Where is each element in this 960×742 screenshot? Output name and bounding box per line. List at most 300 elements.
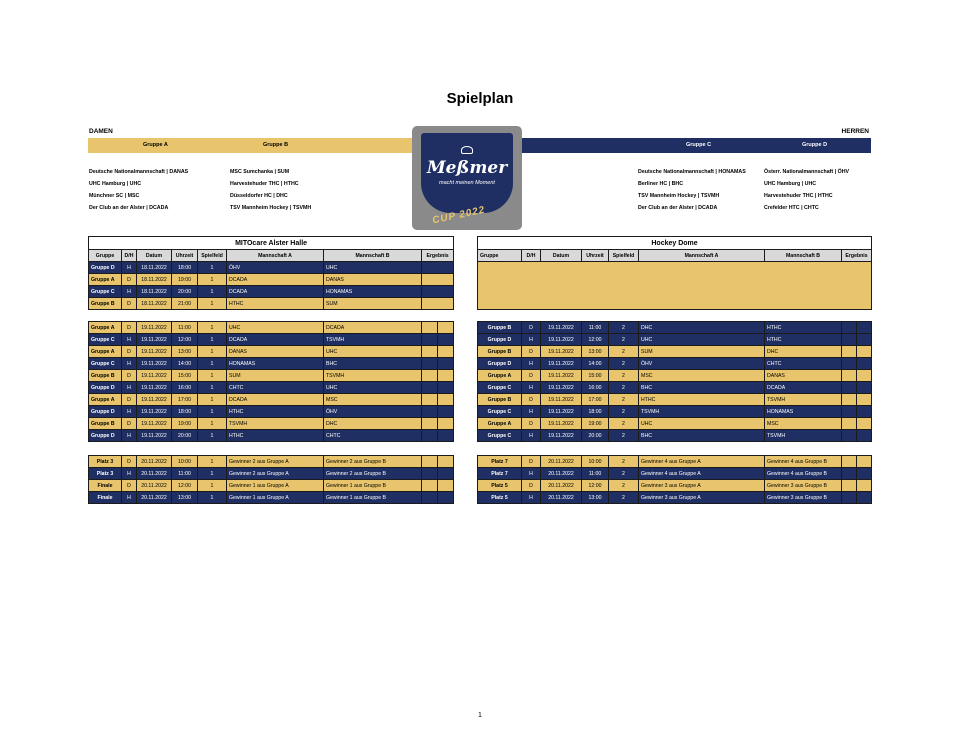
col-header: Mannschaft B xyxy=(324,250,422,262)
match-team-b: UHC xyxy=(324,262,422,274)
match-field: 1 xyxy=(198,322,227,334)
match-group: Gruppe C xyxy=(478,382,522,394)
match-row xyxy=(89,468,454,480)
match-result[interactable] xyxy=(422,480,438,492)
col-header: D/H xyxy=(522,250,541,262)
match-date: 19.11.2022 xyxy=(541,358,582,370)
match-time: 13:00 xyxy=(172,492,198,504)
match-date: 19.11.2022 xyxy=(137,322,172,334)
match-field: 2 xyxy=(609,492,639,504)
match-time: 16:00 xyxy=(172,382,198,394)
match-team-b: Gewinner 2 aus Gruppe B xyxy=(324,456,422,468)
match-group: Gruppe B xyxy=(89,298,122,310)
match-result[interactable] xyxy=(857,480,872,492)
match-team-a: DCADA xyxy=(227,334,324,346)
match-group: Gruppe D xyxy=(89,430,122,442)
match-team-b: TSVMH xyxy=(324,334,422,346)
match-time: 21:00 xyxy=(172,298,198,310)
col-header: Gruppe xyxy=(478,250,522,262)
logo-cup-text: CUP 2022 xyxy=(431,204,487,227)
match-team-b: Gewinner 1 aus Gruppe B xyxy=(324,492,422,504)
hall-title: MITOcare Alster Halle xyxy=(89,237,454,250)
match-result[interactable] xyxy=(842,322,857,334)
match-field: 2 xyxy=(609,430,639,442)
schedule-table-alster-halle-finals xyxy=(88,455,454,504)
match-team-a: SUM xyxy=(227,370,324,382)
match-dh: D xyxy=(522,394,541,406)
match-time: 16:00 xyxy=(582,382,609,394)
match-field: 2 xyxy=(609,456,639,468)
match-result[interactable] xyxy=(842,382,857,394)
match-dh: D xyxy=(122,394,137,406)
match-dh: H xyxy=(122,358,137,370)
match-result[interactable] xyxy=(857,382,872,394)
logo-badge xyxy=(421,133,513,213)
match-time: 17:00 xyxy=(172,394,198,406)
match-field: 1 xyxy=(198,370,227,382)
match-time: 17:00 xyxy=(582,394,609,406)
col-header: Spielfeld xyxy=(198,250,227,262)
group-d-label: Gruppe D xyxy=(802,142,828,148)
match-team-a: HONAMAS xyxy=(227,358,324,370)
match-group: Gruppe D xyxy=(478,358,522,370)
table-header-row xyxy=(89,250,454,262)
match-result[interactable] xyxy=(857,358,872,370)
match-time: 20:00 xyxy=(582,430,609,442)
match-team-a: HTHC xyxy=(227,406,324,418)
match-row xyxy=(478,358,872,370)
team-entry: Harvestehuder THC | HTHC xyxy=(230,181,299,187)
match-date: 19.11.2022 xyxy=(137,346,172,358)
team-entry: Der Club an der Alster | DCADA xyxy=(638,205,718,211)
match-time: 12:00 xyxy=(582,480,609,492)
schedule-table-alster-halle xyxy=(88,236,454,310)
team-entry: Düsseldorfer HC | DHC xyxy=(230,193,288,199)
schedule-block xyxy=(478,456,872,504)
match-team-a: Gewinner 3 aus Gruppe A xyxy=(639,492,765,504)
match-result[interactable] xyxy=(857,334,872,346)
match-team-b: Gewinner 2 aus Gruppe B xyxy=(324,468,422,480)
match-dh: H xyxy=(122,406,137,418)
match-result[interactable] xyxy=(438,334,454,346)
herren-group-bar xyxy=(520,138,871,153)
match-team-b: Gewinner 3 aus Gruppe B xyxy=(765,480,842,492)
match-result[interactable] xyxy=(842,456,857,468)
match-date: 19.11.2022 xyxy=(137,382,172,394)
match-time: 12:00 xyxy=(172,480,198,492)
match-time: 11:00 xyxy=(172,468,198,480)
match-field: 1 xyxy=(198,430,227,442)
match-date: 19.11.2022 xyxy=(137,406,172,418)
match-field: 2 xyxy=(609,346,639,358)
match-row xyxy=(89,430,454,442)
team-entry: Der Club an der Alster | DCADA xyxy=(89,205,169,211)
match-group: Gruppe B xyxy=(89,418,122,430)
match-result[interactable] xyxy=(422,274,454,286)
match-result[interactable] xyxy=(422,456,438,468)
match-group: Gruppe A xyxy=(89,346,122,358)
match-result[interactable] xyxy=(842,430,857,442)
match-result[interactable] xyxy=(422,382,438,394)
messmer-cup-logo xyxy=(412,126,522,230)
match-date: 19.11.2022 xyxy=(541,394,582,406)
match-team-a: HTHC xyxy=(227,430,324,442)
match-dh: D xyxy=(122,298,137,310)
match-field: 2 xyxy=(609,382,639,394)
match-time: 11:00 xyxy=(582,322,609,334)
match-group: Gruppe D xyxy=(89,382,122,394)
team-entry: Münchner SC | MSC xyxy=(89,193,140,199)
match-field: 1 xyxy=(198,382,227,394)
match-team-b: DHC xyxy=(765,346,842,358)
match-date: 18.11.2022 xyxy=(137,298,172,310)
match-result[interactable] xyxy=(438,406,454,418)
match-time: 11:00 xyxy=(172,322,198,334)
herren-label: HERREN xyxy=(841,128,869,135)
match-result[interactable] xyxy=(422,394,438,406)
match-dh: H xyxy=(122,492,137,504)
match-team-b: TSVMH xyxy=(324,370,422,382)
match-time: 14:00 xyxy=(172,358,198,370)
match-dh: H xyxy=(522,358,541,370)
match-team-b: CHTC xyxy=(324,430,422,442)
match-result[interactable] xyxy=(842,346,857,358)
match-team-a: UHC xyxy=(639,418,765,430)
match-result[interactable] xyxy=(422,370,438,382)
match-date: 19.11.2022 xyxy=(541,418,582,430)
col-header: Spielfeld xyxy=(609,250,639,262)
match-team-a: DANAS xyxy=(227,346,324,358)
match-result[interactable] xyxy=(842,418,857,430)
match-group: Gruppe A xyxy=(478,418,522,430)
match-field: 1 xyxy=(198,468,227,480)
match-date: 20.11.2022 xyxy=(541,456,582,468)
match-result[interactable] xyxy=(842,334,857,346)
team-entry: Berliner HC | BHC xyxy=(638,181,684,187)
match-team-a: SUM xyxy=(639,346,765,358)
col-header: Ergebnis xyxy=(422,250,454,262)
match-result[interactable] xyxy=(438,480,454,492)
match-result[interactable] xyxy=(857,322,872,334)
match-team-a: UHC xyxy=(227,322,324,334)
match-team-b: Gewinner 4 aus Gruppe B xyxy=(765,456,842,468)
match-result[interactable] xyxy=(438,358,454,370)
match-result[interactable] xyxy=(857,406,872,418)
crest-icon xyxy=(461,146,473,154)
match-group: Gruppe A xyxy=(89,274,122,286)
match-team-a: Gewinner 4 aus Gruppe A xyxy=(639,468,765,480)
match-row xyxy=(89,456,454,468)
match-field: 2 xyxy=(609,358,639,370)
match-result[interactable] xyxy=(422,346,438,358)
match-result[interactable] xyxy=(438,382,454,394)
schedule-block xyxy=(89,322,454,442)
match-date: 20.11.2022 xyxy=(137,492,172,504)
match-field: 2 xyxy=(609,406,639,418)
match-result[interactable] xyxy=(422,418,438,430)
match-result[interactable] xyxy=(857,430,872,442)
match-time: 15:00 xyxy=(582,370,609,382)
schedule-table-alster-halle-day2 xyxy=(88,321,454,442)
match-row xyxy=(89,334,454,346)
match-team-a: DCADA xyxy=(227,286,324,298)
match-team-a: CHTC xyxy=(227,382,324,394)
team-entry: Crefelder HTC | CHTC xyxy=(764,205,819,211)
match-team-a: Gewinner 4 aus Gruppe A xyxy=(639,456,765,468)
match-group: Gruppe B xyxy=(478,322,522,334)
match-result[interactable] xyxy=(842,394,857,406)
match-result[interactable] xyxy=(857,468,872,480)
match-row xyxy=(478,406,872,418)
match-result[interactable] xyxy=(842,406,857,418)
match-time: 20:00 xyxy=(172,430,198,442)
col-header: Uhrzeit xyxy=(172,250,198,262)
match-dh: D xyxy=(122,322,137,334)
match-team-b: ÖHV xyxy=(324,406,422,418)
col-header: D/H xyxy=(122,250,137,262)
match-date: 20.11.2022 xyxy=(541,492,582,504)
match-team-b: CHTC xyxy=(765,358,842,370)
match-group: Gruppe C xyxy=(89,286,122,298)
match-group: Platz 3 xyxy=(89,468,122,480)
match-result[interactable] xyxy=(842,492,857,504)
match-team-b: DCADA xyxy=(324,322,422,334)
match-group: Gruppe B xyxy=(478,346,522,358)
match-dh: D xyxy=(122,480,137,492)
match-result[interactable] xyxy=(857,492,872,504)
team-entry: UHC Hamburg | UHC xyxy=(89,181,142,187)
match-result[interactable] xyxy=(422,406,438,418)
col-header: Mannschaft B xyxy=(765,250,842,262)
match-team-a: Gewinner 1 aus Gruppe A xyxy=(227,480,324,492)
match-row xyxy=(89,406,454,418)
match-group: Platz 5 xyxy=(478,492,522,504)
match-result[interactable] xyxy=(857,346,872,358)
match-field: 1 xyxy=(198,394,227,406)
match-date: 20.11.2022 xyxy=(541,480,582,492)
match-field: 2 xyxy=(609,370,639,382)
match-team-b: Gewinner 1 aus Gruppe B xyxy=(324,480,422,492)
match-result[interactable] xyxy=(422,262,454,274)
match-result[interactable] xyxy=(422,322,438,334)
match-row xyxy=(89,480,454,492)
match-date: 19.11.2022 xyxy=(541,370,582,382)
match-field: 2 xyxy=(609,322,639,334)
match-row xyxy=(89,492,454,504)
schedule-table-hockey-dome xyxy=(477,236,872,310)
match-row xyxy=(89,298,454,310)
col-header: Ergebnis xyxy=(842,250,872,262)
match-result[interactable] xyxy=(857,394,872,406)
match-time: 13:00 xyxy=(582,492,609,504)
match-dh: D xyxy=(522,322,541,334)
match-result[interactable] xyxy=(842,468,857,480)
match-row xyxy=(89,418,454,430)
match-row xyxy=(89,394,454,406)
match-group: Gruppe A xyxy=(478,370,522,382)
match-row xyxy=(478,370,872,382)
match-group: Finale xyxy=(89,480,122,492)
hall-title: Hockey Dome xyxy=(478,237,872,250)
match-field: 1 xyxy=(198,456,227,468)
match-team-b: TSVMH xyxy=(765,430,842,442)
col-header: Gruppe xyxy=(89,250,122,262)
match-row xyxy=(89,358,454,370)
match-team-b: MSC xyxy=(324,394,422,406)
team-entry: TSV Mannheim Hockey | TSVMH xyxy=(230,205,312,211)
match-team-a: TSVMH xyxy=(227,418,324,430)
match-dh: D xyxy=(522,456,541,468)
match-team-a: Gewinner 2 aus Gruppe A xyxy=(227,468,324,480)
match-field: 1 xyxy=(198,286,227,298)
match-row xyxy=(478,468,872,480)
match-result[interactable] xyxy=(422,334,438,346)
match-result[interactable] xyxy=(438,370,454,382)
match-dh: H xyxy=(522,382,541,394)
match-row xyxy=(478,382,872,394)
match-result[interactable] xyxy=(438,456,454,468)
match-date: 19.11.2022 xyxy=(137,394,172,406)
match-row xyxy=(478,346,872,358)
match-result[interactable] xyxy=(438,322,454,334)
match-team-a: HTHC xyxy=(227,298,324,310)
match-result[interactable] xyxy=(422,430,438,442)
match-field: 2 xyxy=(609,334,639,346)
match-result[interactable] xyxy=(842,358,857,370)
schedule-table-hockey-dome-finals xyxy=(477,455,872,504)
match-dh: H xyxy=(522,430,541,442)
match-result[interactable] xyxy=(422,492,438,504)
match-result[interactable] xyxy=(842,370,857,382)
group-a-label: Gruppe A xyxy=(143,142,168,148)
match-team-b: UHC xyxy=(324,346,422,358)
match-result[interactable] xyxy=(422,468,438,480)
match-result[interactable] xyxy=(438,492,454,504)
match-team-a: TSVMH xyxy=(639,406,765,418)
match-result[interactable] xyxy=(422,286,454,298)
match-group: Gruppe C xyxy=(478,406,522,418)
match-result[interactable] xyxy=(842,480,857,492)
match-team-a: Gewinner 3 aus Gruppe A xyxy=(639,480,765,492)
match-group: Platz 3 xyxy=(89,456,122,468)
match-result[interactable] xyxy=(857,370,872,382)
match-team-b: SUM xyxy=(324,298,422,310)
match-result[interactable] xyxy=(422,358,438,370)
match-date: 19.11.2022 xyxy=(541,382,582,394)
match-date: 19.11.2022 xyxy=(541,430,582,442)
match-group: Platz 7 xyxy=(478,456,522,468)
match-time: 14:00 xyxy=(582,358,609,370)
match-row xyxy=(478,480,872,492)
schedule-block xyxy=(89,262,454,310)
match-row xyxy=(89,370,454,382)
match-team-b: DHC xyxy=(324,418,422,430)
match-result[interactable] xyxy=(438,468,454,480)
match-date: 19.11.2022 xyxy=(541,346,582,358)
match-date: 19.11.2022 xyxy=(541,334,582,346)
match-time: 15:00 xyxy=(172,370,198,382)
match-result[interactable] xyxy=(438,346,454,358)
match-field: 2 xyxy=(609,418,639,430)
match-result[interactable] xyxy=(438,430,454,442)
match-group: Gruppe C xyxy=(89,358,122,370)
match-time: 19:00 xyxy=(582,418,609,430)
match-result[interactable] xyxy=(857,456,872,468)
match-time: 12:00 xyxy=(172,334,198,346)
match-field: 1 xyxy=(198,358,227,370)
match-date: 18.11.2022 xyxy=(137,286,172,298)
match-team-b: MSC xyxy=(765,418,842,430)
match-team-a: HTHC xyxy=(639,394,765,406)
match-result[interactable] xyxy=(857,418,872,430)
match-group: Finale xyxy=(89,492,122,504)
match-date: 20.11.2022 xyxy=(137,468,172,480)
match-team-b: DANAS xyxy=(324,274,422,286)
match-field: 1 xyxy=(198,492,227,504)
match-time: 18:00 xyxy=(582,406,609,418)
match-time: 19:00 xyxy=(172,274,198,286)
logo-tagline: macht meinen Moment xyxy=(439,180,495,186)
match-team-b: DCADA xyxy=(765,382,842,394)
match-date: 20.11.2022 xyxy=(541,468,582,480)
match-result[interactable] xyxy=(438,418,454,430)
empty-slot xyxy=(478,262,872,310)
match-team-a: MSC xyxy=(639,370,765,382)
table-header-row xyxy=(478,250,872,262)
match-group: Gruppe D xyxy=(478,334,522,346)
match-team-b: HTHC xyxy=(765,334,842,346)
match-date: 18.11.2022 xyxy=(137,274,172,286)
match-row xyxy=(478,430,872,442)
match-team-a: ÖHV xyxy=(639,358,765,370)
match-field: 1 xyxy=(198,418,227,430)
match-row xyxy=(478,334,872,346)
match-dh: H xyxy=(522,406,541,418)
match-result[interactable] xyxy=(422,298,454,310)
match-time: 11:00 xyxy=(582,468,609,480)
match-team-b: Gewinner 4 aus Gruppe B xyxy=(765,468,842,480)
match-team-a: DHC xyxy=(639,322,765,334)
match-dh: H xyxy=(122,382,137,394)
match-date: 18.11.2022 xyxy=(137,262,172,274)
team-entry: TSV Mannheim Hockey | TSVMH xyxy=(638,193,720,199)
match-group: Gruppe A xyxy=(89,322,122,334)
match-team-a: Gewinner 1 aus Gruppe A xyxy=(227,492,324,504)
match-date: 19.11.2022 xyxy=(541,322,582,334)
match-dh: H xyxy=(122,262,137,274)
match-time: 10:00 xyxy=(172,456,198,468)
match-row xyxy=(478,456,872,468)
schedule-block xyxy=(478,322,872,442)
match-dh: D xyxy=(122,456,137,468)
match-dh: H xyxy=(122,468,137,480)
match-row xyxy=(478,492,872,504)
group-c-label: Gruppe C xyxy=(686,142,712,148)
group-b-label: Gruppe B xyxy=(263,142,289,148)
match-team-a: BHC xyxy=(639,382,765,394)
match-row xyxy=(89,322,454,334)
damen-group-bar xyxy=(88,138,414,153)
match-dh: H xyxy=(522,468,541,480)
match-dh: H xyxy=(122,430,137,442)
team-entry: Deutsche Nationalmannschaft | HONAMAS xyxy=(638,169,746,175)
match-field: 2 xyxy=(609,468,639,480)
match-field: 1 xyxy=(198,480,227,492)
match-result[interactable] xyxy=(438,394,454,406)
match-dh: D xyxy=(122,274,137,286)
match-group: Gruppe B xyxy=(89,370,122,382)
match-dh: D xyxy=(122,346,137,358)
